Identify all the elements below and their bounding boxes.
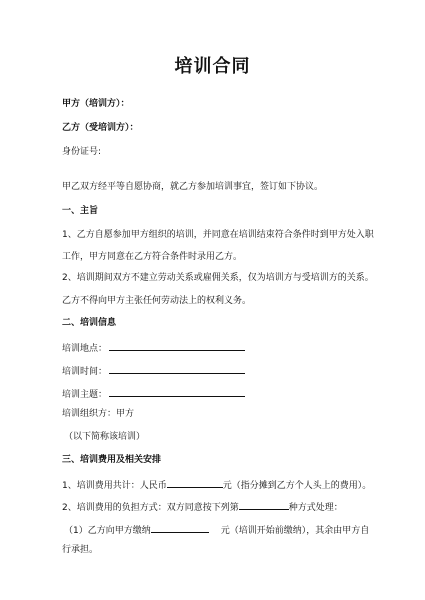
section-1-clause-1-line-1: 1、乙方自愿参加甲方组织的培训，并同意在培训结束符合条件时到甲方处入职	[62, 230, 374, 240]
training-time-blank[interactable]	[109, 363, 245, 374]
option-1-amount-blank[interactable]	[151, 522, 209, 533]
section-2-heading: 二、培训信息	[62, 318, 117, 328]
training-fee-prefix: 1、培训费用共计：人民币	[62, 481, 167, 491]
document-title: 培训合同	[174, 56, 251, 77]
option-1-suffix: 元（培训开始前缴纳），其余由甲方自	[220, 526, 370, 536]
training-topic-label: 培训主题：	[62, 390, 108, 400]
fee-burden-suffix: 种方式处理：	[288, 503, 343, 513]
abbreviation-note: （以下简称该培训）	[64, 432, 146, 442]
party-a-label: 甲方（培训方）：	[62, 99, 130, 109]
option-1-row	[64, 522, 369, 537]
section-3-heading: 三、培训费用及相关安排	[62, 455, 162, 465]
training-time-label: 培训时间：	[62, 367, 108, 377]
training-organizer: 培训组织方：甲方	[62, 409, 135, 419]
training-fee-suffix: 元（指分摊到乙方个人头上的费用）。	[222, 481, 372, 491]
section-1-clause-2-line-1: 2、培训期间双方不建立劳动关系或雇佣关系，仅为培训方与受培训方的关系。	[62, 273, 374, 283]
option-1-prefix: （1）乙方向甲方缴纳	[64, 526, 151, 536]
training-location-label: 培训地点：	[62, 344, 108, 354]
fee-burden-prefix: 2、培训费用的负担方式：双方同意按下列第	[62, 503, 239, 513]
training-fee-row	[62, 477, 371, 492]
intro-paragraph: 甲乙双方经平等自愿协商，就乙方参加培训事宜，签订如下协议。	[62, 182, 324, 192]
section-1-heading: 一、主旨	[62, 206, 99, 216]
option-1-line-2: 行承担。	[62, 545, 99, 555]
party-b-label: 乙方（受培训方）：	[62, 123, 139, 133]
training-topic-row	[62, 386, 245, 401]
fee-burden-row	[62, 499, 343, 514]
section-1-clause-1-line-2: 工作，甲方同意在乙方符合条件时录用乙方。	[62, 252, 243, 262]
training-time-row	[62, 363, 245, 378]
section-1-clause-2-line-2: 乙方不得向甲方主张任何劳动法上的权利义务。	[62, 296, 252, 306]
fee-burden-option-blank[interactable]	[239, 499, 289, 510]
training-location-row	[62, 340, 245, 355]
training-topic-blank[interactable]	[109, 386, 245, 397]
id-number-label: 身份证号:	[62, 147, 102, 157]
training-fee-blank[interactable]	[167, 477, 223, 488]
training-location-blank[interactable]	[109, 340, 245, 351]
